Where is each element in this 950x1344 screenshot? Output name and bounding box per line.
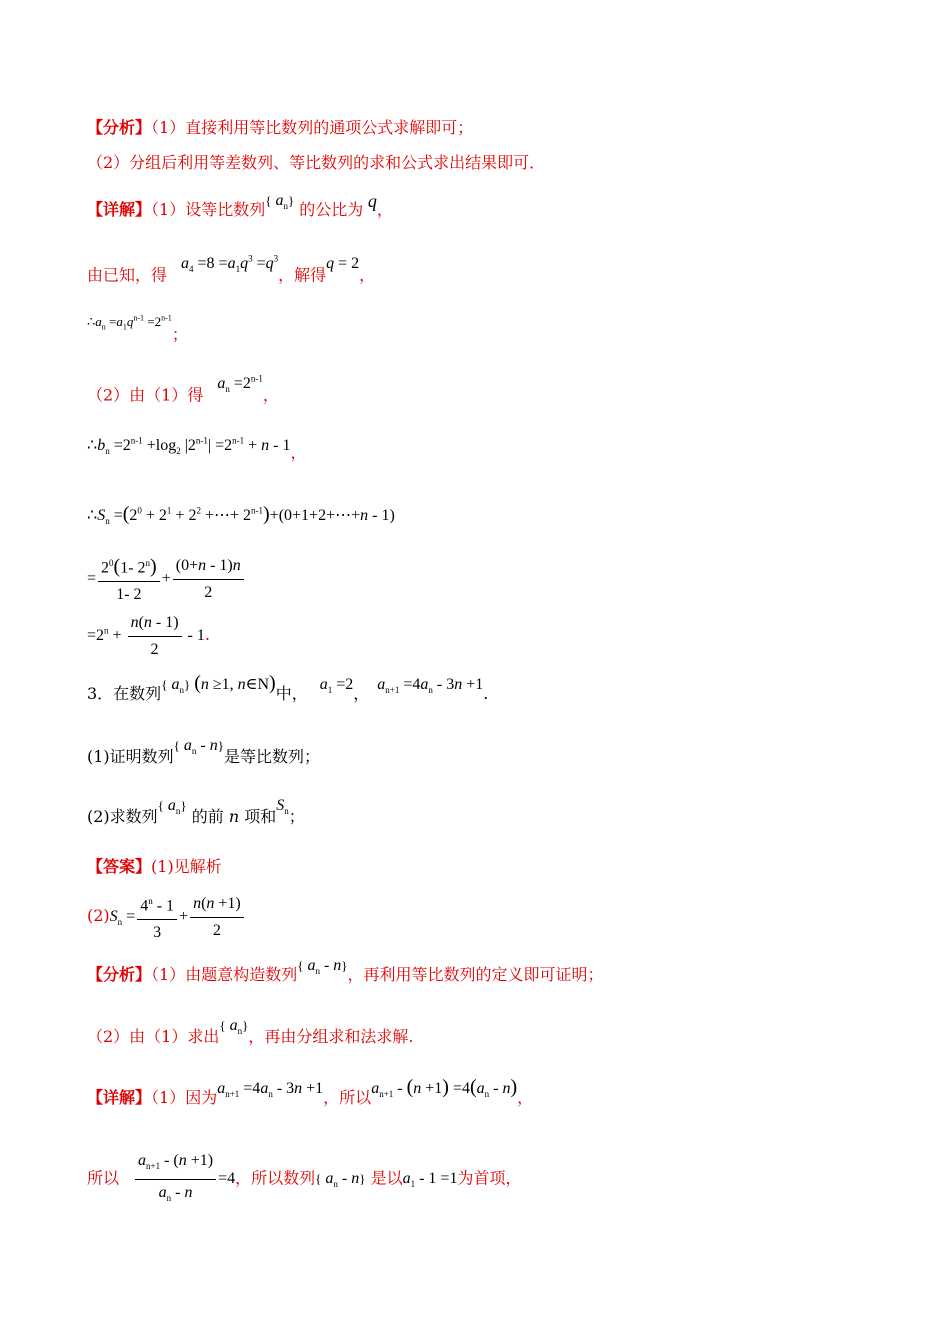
formula-bn: $\therefore b_n =2^{n-1} +\log_2$ $|2^{n-1}| =2^{n-1} + n - 1$ bbox=[87, 436, 291, 457]
detail-text-1a: （1）设等比数列 bbox=[151, 200, 266, 219]
q3-part2-b: 的前 bbox=[191, 807, 224, 826]
q3-detail-tag: 【详解】 bbox=[87, 1088, 152, 1107]
q3-analysis-tag: 【分析】 bbox=[87, 965, 152, 984]
formula-an-minus-n-3: { $a_n - n$} bbox=[315, 1170, 366, 1190]
formula-q-eq-2: q = 2 bbox=[326, 255, 360, 273]
part2-text-a: （2）由（1）得 bbox=[87, 385, 204, 405]
q3-analysis-2a: （2）由（1）求出 bbox=[87, 1027, 220, 1046]
part2-line bbox=[87, 374, 279, 413]
q3-stem-b: 中， bbox=[275, 684, 308, 703]
analysis-text-1: （1）直接利用等比数列的通项公式求解即可； bbox=[151, 118, 474, 137]
answer-tag: 【答案】 bbox=[87, 857, 152, 876]
analysis-line-2 bbox=[87, 152, 545, 174]
q3-part1-a: (1)证明数列 bbox=[87, 747, 174, 766]
q3-part2-c: 项和 bbox=[244, 807, 277, 826]
analysis-line-1 bbox=[87, 117, 473, 139]
q3-part2-d: ； bbox=[288, 807, 305, 826]
bn-end: ， bbox=[290, 443, 307, 463]
analysis-text-2: （2）分组后利用等差数列、等比数列的求和公式求出结果即可． bbox=[87, 153, 546, 172]
formula-recur-3: $a_{n+1} - (n +1) =4(a_n - n)$ bbox=[371, 1076, 518, 1100]
part2-text-b: ， bbox=[262, 385, 279, 405]
q3-stem bbox=[87, 672, 489, 711]
analysis-tag: 【分析】 bbox=[87, 118, 152, 137]
an-line bbox=[87, 312, 188, 343]
q3-detail-2a: 所以 bbox=[87, 1168, 120, 1188]
formula-recur-2: $a_{n+1} =4a_n - 3n +1$ bbox=[217, 1080, 324, 1100]
formula-recur: $a_{n+1} =4a_n - 3n +1$ bbox=[377, 676, 484, 696]
formula-an-seq-3: { $a_n$} bbox=[219, 1017, 249, 1037]
known-line bbox=[87, 254, 376, 293]
answer-line-1 bbox=[87, 856, 222, 878]
formula-sn: $\therefore S_n =(2^0 + 2^1 + 2^2$ +⋯+ $2^{n-1})+(0+1+2+\cdots+n - 1)$ bbox=[87, 503, 395, 527]
formula-answer-sn: $S_n$ = $\frac{4^n - 1}{3}$ + $\frac{n(n +1)}{2}$ bbox=[110, 908, 246, 925]
detail-line-1 bbox=[87, 191, 393, 227]
bn-line bbox=[87, 430, 307, 463]
formula-ratio: $\frac{a_{n+1} - (n +1)}{a_n - n}$ =4 bbox=[133, 1170, 235, 1187]
q3-part2 bbox=[87, 797, 305, 834]
q3-detail-1b: ，所以 bbox=[323, 1088, 372, 1107]
formula-q3-seq: { $a_n$} (n ≥1, n∈N) bbox=[161, 672, 276, 696]
formula-an: ∴an =a1qn-1 =2n-1 bbox=[87, 314, 172, 332]
formula-an-seq: { $a_n$} bbox=[265, 192, 295, 212]
known-text-b: ，解得 bbox=[278, 265, 327, 285]
q3-part1-b: 是等比数列； bbox=[224, 747, 321, 766]
formula-a1-minus-1: $a_1 - 1 =1$ bbox=[402, 1170, 458, 1190]
formula-a1: $a_1 =2$ bbox=[319, 676, 354, 696]
q3-detail-2 bbox=[87, 1150, 521, 1209]
an-end: ； bbox=[171, 325, 188, 345]
q3-detail-2d: 为首项， bbox=[457, 1168, 522, 1188]
q3-part2-n: n bbox=[228, 807, 240, 826]
q3-detail-2b: ，所以数列 bbox=[235, 1168, 316, 1188]
formula-sn-2: $S_n$ bbox=[276, 797, 289, 817]
formula-a4: $a_4 =8 =a_1q^3 =q^3$ bbox=[181, 254, 279, 275]
formula-q: q bbox=[363, 191, 377, 211]
formula-an-minus-n-2: { $a_n - n$} bbox=[297, 957, 348, 977]
answer-text-1: (1)见解析 bbox=[151, 857, 222, 876]
detail-tag: 【详解】 bbox=[87, 200, 152, 219]
q3-analysis-1a: （1）由题意构造数列 bbox=[151, 965, 298, 984]
q3-stem-a: 3．在数列 bbox=[87, 684, 162, 703]
sum-line-2 bbox=[87, 612, 210, 661]
formula-sum-2: $=2^n$ + $\frac{n(n - 1)}{2}$ - 1 bbox=[87, 614, 205, 658]
q3-detail-2c: 是以 bbox=[370, 1168, 403, 1188]
q3-stem-c: ， bbox=[353, 684, 370, 703]
q3-part2-a: (2)求数列 bbox=[87, 807, 158, 826]
q3-analysis-2 bbox=[87, 1017, 414, 1054]
answer-line-2 bbox=[87, 890, 246, 944]
q3-analysis-2b: ，再由分组求和法求解. bbox=[248, 1027, 414, 1046]
q3-analysis-1b: ，再利用等比数列的定义即可证明； bbox=[347, 965, 604, 984]
q3-detail-1a: （1）因为 bbox=[151, 1088, 218, 1107]
formula-sum-1: = $\frac{2^0(1- 2^n)}{1- 2}$ + $\frac{(0+n - 1)n}{2}$ bbox=[87, 570, 246, 587]
q3-part1 bbox=[87, 737, 321, 774]
q3-detail-1c: ， bbox=[517, 1088, 534, 1107]
formula-an-2: $a_n =2^{n-1}$ bbox=[217, 374, 263, 395]
q3-stem-d: . bbox=[483, 684, 489, 703]
answer-text-2: (2) bbox=[87, 905, 110, 925]
q3-analysis-1 bbox=[87, 957, 604, 992]
known-text-c: ， bbox=[359, 265, 376, 285]
q3-detail-1 bbox=[87, 1076, 534, 1115]
formula-an-minus-n: { $a_n - n$} bbox=[173, 737, 224, 757]
sum-line-1 bbox=[87, 552, 246, 606]
known-text-a: 由已知，得 bbox=[87, 265, 168, 285]
detail-text-1c: ， bbox=[376, 200, 393, 219]
sn-line bbox=[87, 500, 395, 533]
formula-an-seq-2: { $a_n$} bbox=[157, 797, 187, 817]
detail-text-1b: 的公比为 bbox=[299, 200, 364, 219]
sum-end: . bbox=[204, 625, 210, 645]
